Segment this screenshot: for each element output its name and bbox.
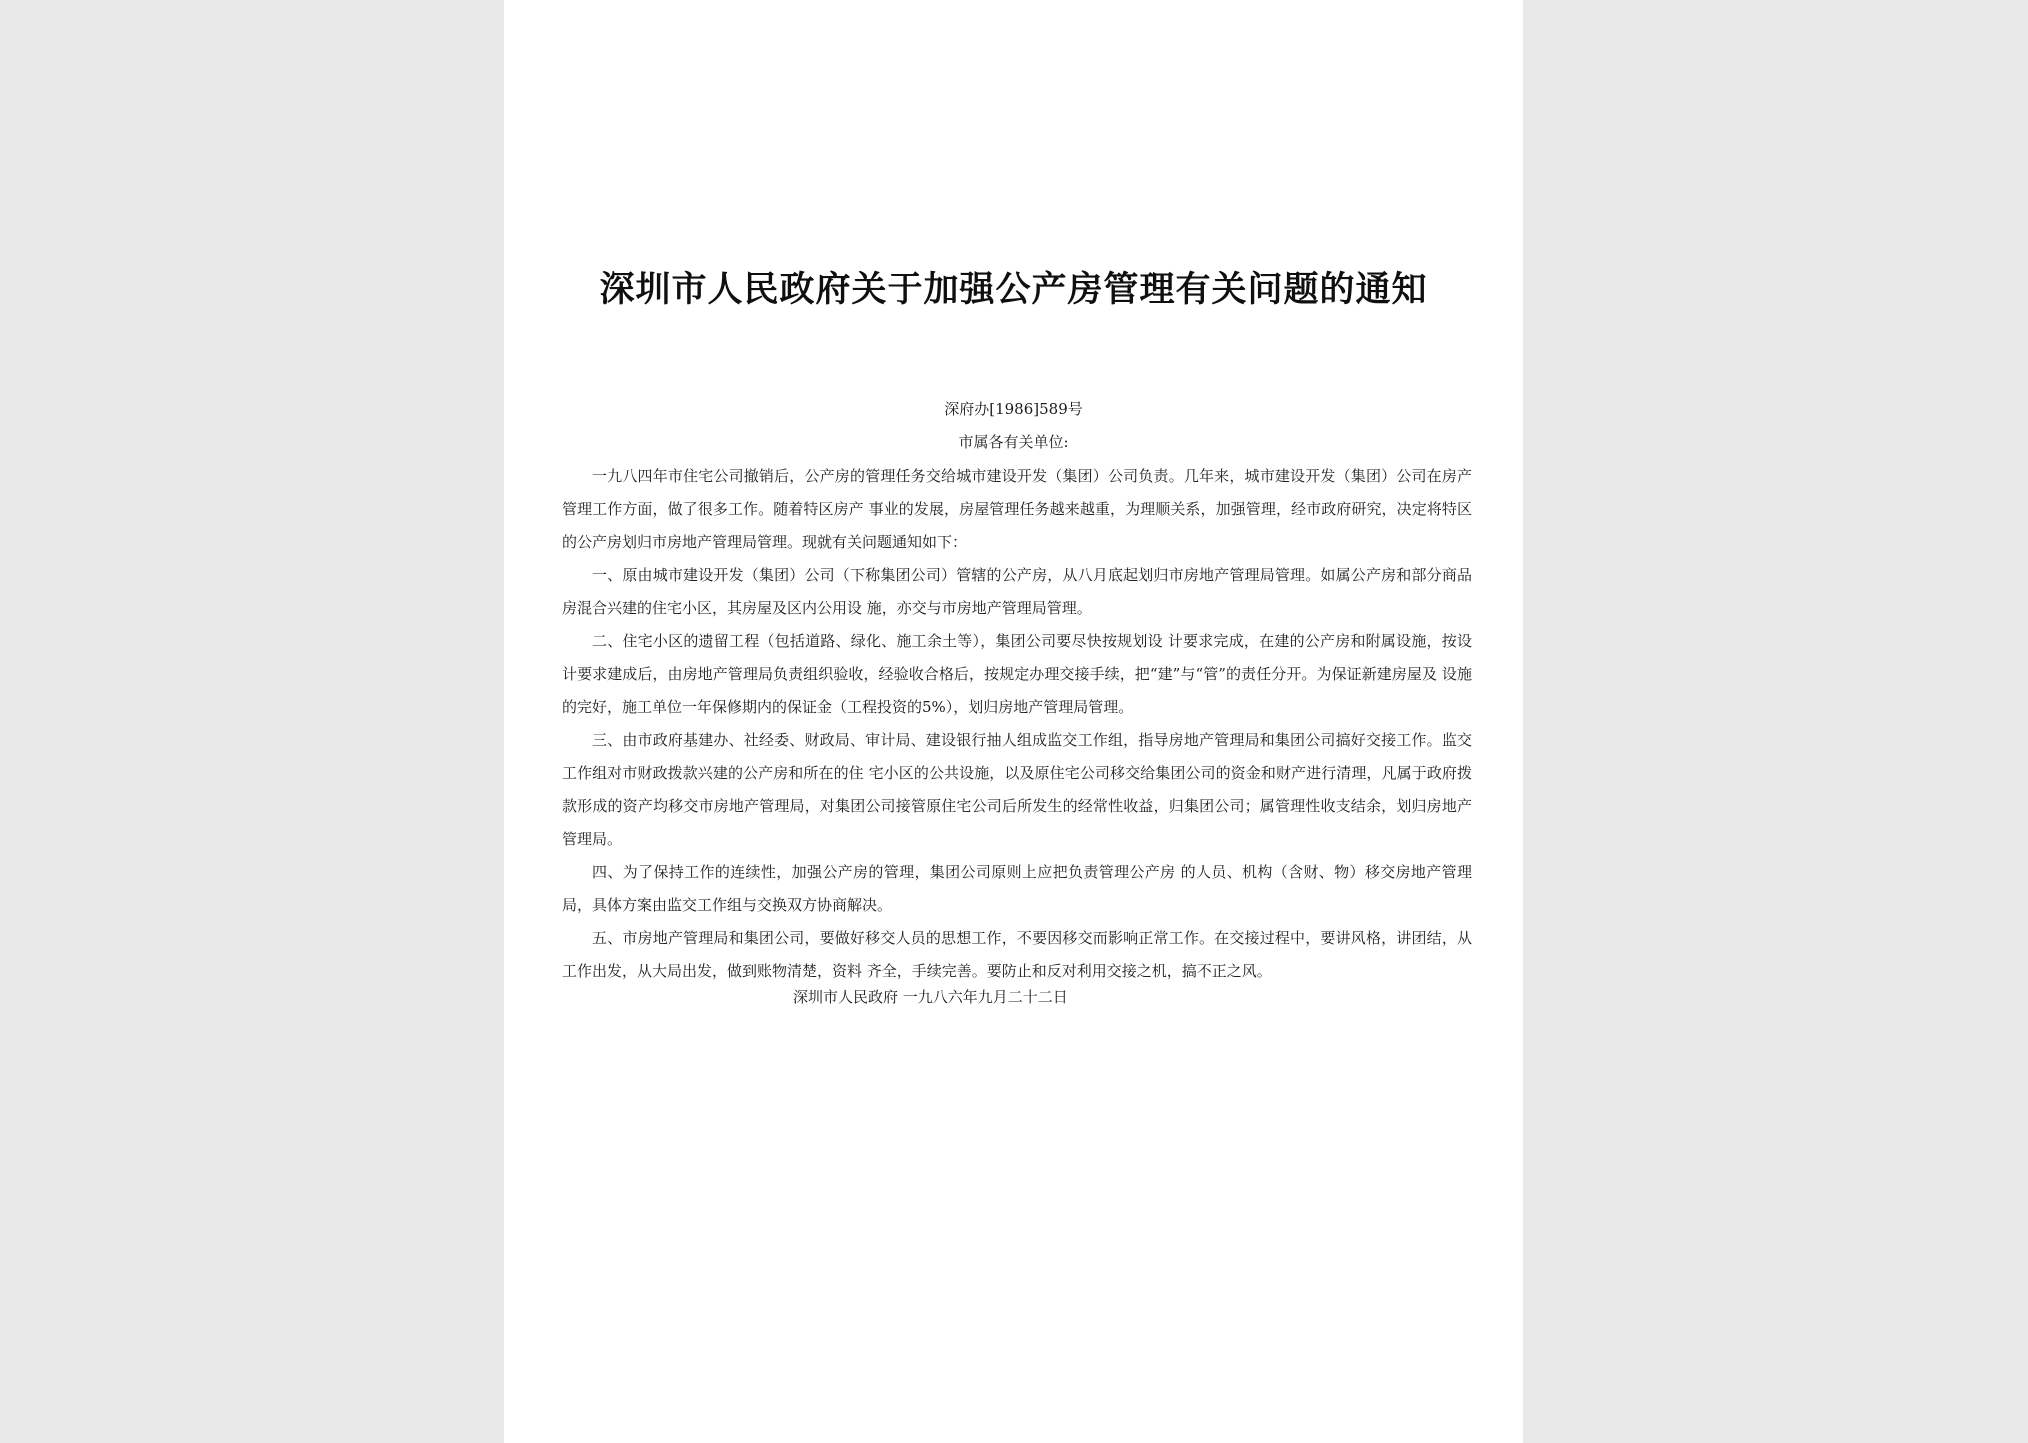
paragraph-item-5: 五、市房地产管理局和集团公司，要做好移交人员的思想工作，不要因移交而影响正常工作。在交接过程中，要讲风格，讲团结，从工作出发，从大局出发，做到账物清楚，资料 齐全，手续完善。要防止和反对利用交接之机，搞不正之风。 [562, 929, 1472, 980]
addressee: 市属各有关单位: [958, 433, 1069, 451]
paragraph-item-3: 三、由市政府基建办、社经委、财政局、审计局、建设银行抽人组成监交工作组，指导房地产管理局和集团公司搞好交接工作。监交工作组对市财政拨款兴建的公产房和所在的住 宅小区的公共设施，以及原住宅公司移交给集团公司的资金和财产进行清理，凡属于政府拨款形成的资产均移交市房地产管理局，对集团公司接管原住宅公司后所发生的经常性收益，归集团公司；属管理性收支结余，划归房地产管理局。 [562, 731, 1472, 848]
signature-line: 深圳市人民政府 一九八六年九月二十二日 [793, 988, 1068, 1006]
paragraph-intro: 一九八四年市住宅公司撤销后，公产房的管理任务交给城市建设开发（集团）公司负责。几年来，城市建设开发（集团）公司在房产管理工作方面，做了很多工作。随着特区房产 事业的发展，房屋管理任务越来越重，为理顺关系，加强管理，经市政府研究，决定将特区的公产房划归市房地产管理局管理。现就有关问题通知如下： [562, 467, 1472, 551]
paragraph-item-4: 四、为了保持工作的连续性，加强公产房的管理，集团公司原则上应把负责管理公产房 的人员、机构（含财、物）移交房地产管理局，具体方案由监交工作组与交换双方协商解决。 [562, 863, 1472, 914]
document-number: 深府办[1986]589号 [944, 400, 1083, 418]
document-page [504, 0, 1523, 1443]
document-title: 深圳市人民政府关于加强公产房管理有关问题的通知 [599, 269, 1428, 310]
paragraph-item-2: 二、住宅小区的遗留工程（包括道路、绿化、施工余土等），集团公司要尽快按规划设 计要求完成，在建的公产房和附属设施，按设计要求建成后，由房地产管理局负责组织验收，经验收合格后，按规定办理交接手续，把“建”与“管”的责任分开。为保证新建房屋及 设施的完好，施工单位一年保修期内的保证金（工程投资的5%），划归房地产管理局管理。 [562, 632, 1472, 716]
paragraph-item-1: 一、原由城市建设开发（集团）公司（下称集团公司）管辖的公产房，从八月底起划归市房地产管理局管理。如属公产房和部分商品房混合兴建的住宅小区，其房屋及区内公用设 施，亦交与市房地产管理局管理。 [562, 566, 1472, 617]
document-body [562, 460, 1472, 988]
